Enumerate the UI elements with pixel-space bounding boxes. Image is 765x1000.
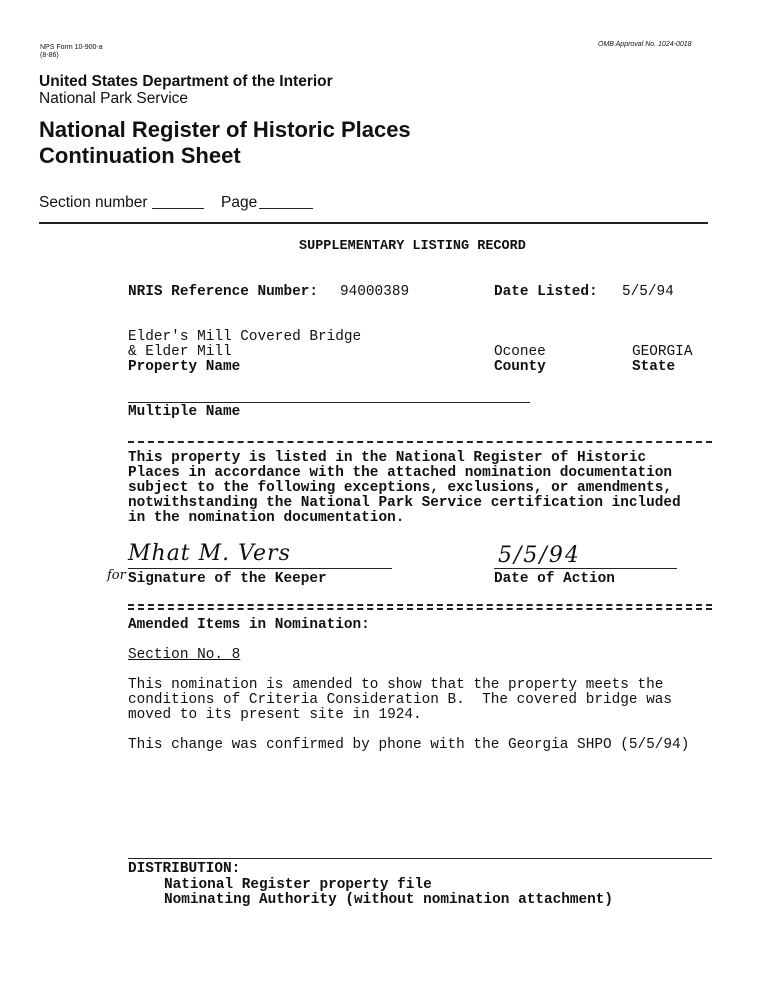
section-number-label: Section number: [39, 194, 148, 211]
amended-para1-line3: moved to its present site in 1924.: [128, 707, 422, 723]
action-date-label: Date of Action: [494, 571, 615, 587]
signature-label: Signature of the Keeper: [128, 571, 327, 587]
department-name: United States Department of the Interior: [39, 73, 333, 90]
section-number-line: [152, 208, 204, 209]
omb-approval: OMB Approval No. 1024-0018: [598, 41, 692, 48]
state-label: State: [632, 359, 676, 375]
page-line: [259, 208, 313, 209]
form-number: NPS Form 10-900-a: [40, 44, 103, 51]
statement-line-3: subject to the following exceptions, exclusions, or amendments,: [128, 480, 673, 496]
statement-line-1: This property is listed in the National Register of Historic: [128, 450, 647, 466]
record-heading: SUPPLEMENTARY LISTING RECORD: [299, 239, 526, 254]
distribution-item-2: Nominating Authority (without nomination attachment): [164, 892, 614, 908]
statement-line-2: Places in accordance with the attached nomination documentation: [128, 465, 673, 481]
date-listed-value: 5/5/94: [622, 284, 674, 300]
page-label: Page: [221, 194, 258, 211]
amended-heading: Amended Items in Nomination:: [128, 617, 370, 633]
county-value: Oconee: [494, 344, 546, 360]
multiple-name-line: [128, 402, 530, 403]
double-divider: [128, 604, 712, 610]
amended-para1-line2: conditions of Criteria Consideration B. The covered bridge was: [128, 692, 673, 708]
for-prefix: for: [107, 568, 126, 583]
property-name-line1: Elder's Mill Covered Bridge: [128, 329, 362, 345]
form-revision: (8-86): [40, 52, 59, 59]
nris-value: 94000389: [340, 284, 410, 300]
page-title: National Register of Historic Places: [39, 117, 411, 142]
distribution-divider: [128, 858, 712, 859]
distribution-item-1: National Register property file: [164, 877, 432, 893]
multiple-name-label: Multiple Name: [128, 404, 241, 420]
amended-section: Section No. 8: [128, 647, 241, 663]
amended-para2: This change was confirmed by phone with the Georgia SHPO (5/5/94): [128, 737, 690, 753]
statement-line-5: in the nomination documentation.: [128, 510, 405, 526]
page-subtitle: Continuation Sheet: [39, 143, 241, 168]
property-name-line2: & Elder Mill: [128, 344, 232, 360]
header-divider: [39, 222, 708, 224]
dashed-divider: [128, 441, 712, 443]
property-name-label: Property Name: [128, 359, 241, 375]
statement-line-4: notwithstanding the National Park Service certification included: [128, 495, 681, 511]
service-name: National Park Service: [39, 90, 189, 107]
action-date-line: [494, 568, 677, 569]
county-label: County: [494, 359, 546, 375]
date-listed-label: Date Listed:: [494, 284, 598, 300]
keeper-signature: Mhat M. Vers: [128, 541, 291, 566]
amended-para1-line1: This nomination is amended to show that the property meets the: [128, 677, 664, 693]
distribution-heading: DISTRIBUTION:: [128, 861, 241, 877]
nris-label: NRIS Reference Number:: [128, 284, 318, 300]
signature-line: [128, 568, 392, 569]
action-date-handwritten: 5/5/94: [498, 543, 581, 568]
state-value: GEORGIA: [632, 344, 693, 360]
